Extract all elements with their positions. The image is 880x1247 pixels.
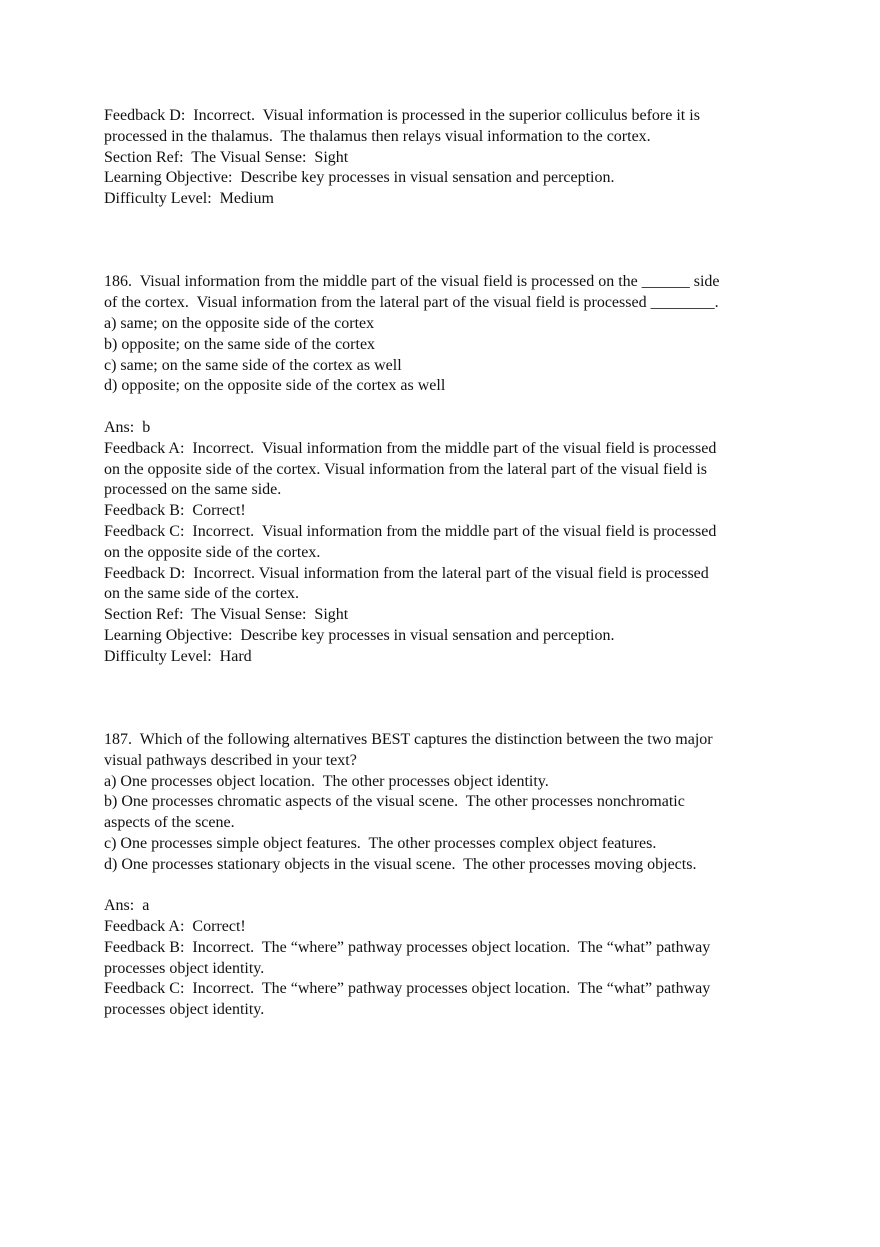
spacer — [104, 397, 776, 418]
option-b: b) opposite; on the same side of the cortex — [104, 335, 376, 353]
feedback-line: processes object identity. — [104, 959, 265, 977]
feedback-line: Feedback A: Incorrect. Visual information from the middle part of the visual field is processed — [104, 439, 717, 457]
feedback-d-line: Feedback D: Incorrect. Visual information is processed in the superior colliculus before it is — [104, 107, 700, 124]
feedback-line: on the same side of the cortex. — [104, 585, 300, 603]
question-text: of the cortex. Visual information from the lateral part of the visual field is processed ________. — [104, 294, 719, 312]
option-c: c) same; on the same side of the cortex as well — [104, 356, 402, 374]
option-a: a) One processes object location. The other processes object identity. — [104, 772, 549, 790]
section-ref: Section Ref: The Visual Sense: Sight — [104, 606, 349, 624]
feedback-line: Feedback D: Incorrect. Visual information from the lateral part of the visual field is processed — [104, 564, 709, 582]
feedback-line: on the opposite side of the cortex. — [104, 543, 321, 561]
feedback-line: Feedback A: Correct! — [104, 918, 246, 936]
option-b: b) One processes chromatic aspects of the visual scene. The other processes nonchromatic — [104, 793, 685, 811]
answer: Ans: a — [104, 897, 150, 915]
section-ref: Section Ref: The Visual Sense: Sight — [104, 148, 349, 166]
feedback-line: Feedback C: Incorrect. Visual information from the middle part of the visual field is processed — [104, 522, 717, 540]
option-c: c) One processes simple object features. The other processes complex object features. — [104, 834, 657, 852]
question-text: visual pathways described in your text? — [104, 751, 357, 769]
question-text: 187. Which of the following alternatives BEST captures the distinction between the two major — [104, 730, 713, 748]
option-a: a) same; on the opposite side of the cortex — [104, 314, 375, 332]
answer: Ans: b — [104, 418, 151, 436]
feedback-line: Feedback B: Correct! — [104, 502, 246, 520]
option-d: d) opposite; on the opposite side of the cortex as well — [104, 377, 446, 395]
previous-question-feedback — [104, 106, 776, 210]
spacer — [104, 668, 776, 730]
option-b-continued: aspects of the scene. — [104, 814, 235, 832]
question-text: 186. Visual information from the middle part of the visual field is processed on the ______ side — [104, 273, 720, 291]
feedback-line: Feedback C: Incorrect. The “where” pathway processes object location. The “what” pathway — [104, 980, 711, 998]
difficulty-level: Difficulty Level: Medium — [104, 190, 274, 208]
question-187 — [104, 730, 776, 1021]
feedback-line: processed on the same side. — [104, 481, 282, 499]
difficulty-level: Difficulty Level: Hard — [104, 647, 252, 665]
feedback-d-line: processed in the thalamus. The thalamus then relays visual information to the cortex. — [104, 127, 651, 145]
feedback-line: Feedback B: Incorrect. The “where” pathway processes object location. The “what” pathway — [104, 938, 711, 956]
option-d: d) One processes stationary objects in the visual scene. The other processes moving objects. — [104, 855, 697, 873]
spacer — [104, 210, 776, 272]
feedback-line: on the opposite side of the cortex. Visual information from the lateral part of the visual field is — [104, 460, 708, 478]
page-content — [104, 106, 776, 1021]
question-186 — [104, 272, 776, 667]
learning-objective: Learning Objective: Describe key processes in visual sensation and perception. — [104, 169, 615, 187]
learning-objective: Learning Objective: Describe key processes in visual sensation and perception. — [104, 626, 615, 644]
feedback-line: processes object identity. — [104, 1001, 265, 1019]
spacer — [104, 875, 776, 896]
